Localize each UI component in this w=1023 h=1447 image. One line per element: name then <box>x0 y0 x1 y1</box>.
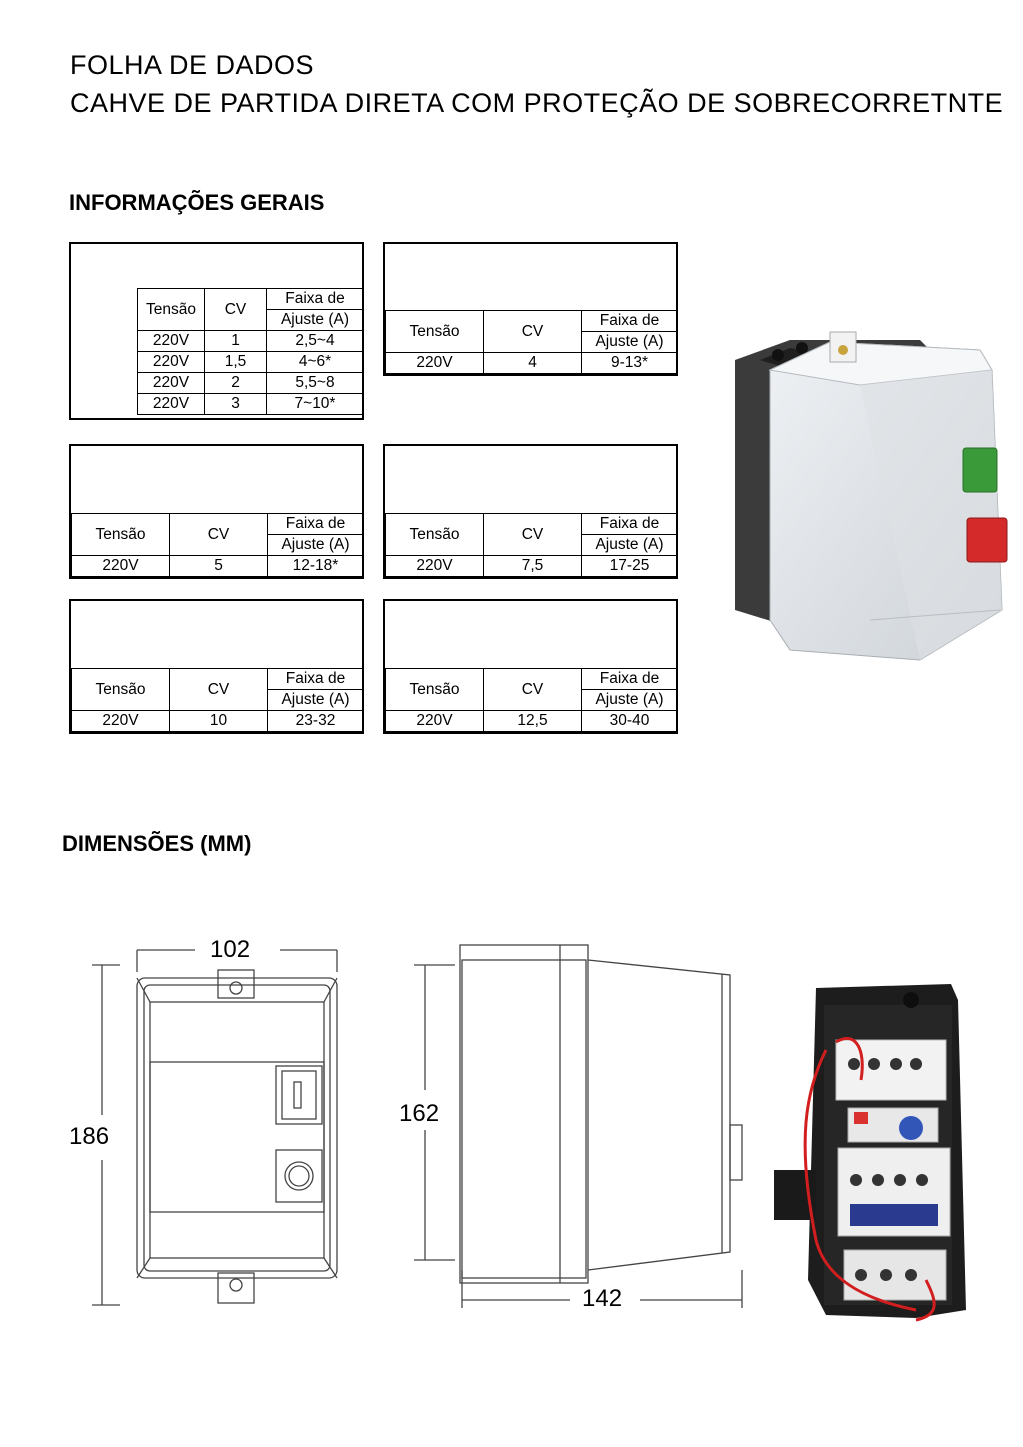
section-general-heading: INFORMAÇÕES GERAIS <box>69 190 325 215</box>
col-voltage-header: Tensão <box>72 669 170 711</box>
side-view-drawing <box>400 940 760 1320</box>
spec-table-4 <box>383 444 678 579</box>
col-voltage-header: Tensão <box>386 311 484 353</box>
range-cell: 7~10* <box>267 394 364 415</box>
voltage-cell: 220V <box>72 556 170 577</box>
col-range-header-2: Ajuste (A) <box>267 310 364 331</box>
spec-table-6-grid <box>385 668 678 732</box>
table-row <box>386 556 678 577</box>
range-cell: 9-13* <box>582 353 678 374</box>
spec-table-6 <box>383 599 678 734</box>
hp-cell: 1,5 <box>205 352 267 373</box>
hp-cell: 3 <box>205 394 267 415</box>
spec-table-1 <box>69 242 364 420</box>
col-range-header: Faixa de <box>582 311 678 332</box>
spec-table-2 <box>383 242 678 376</box>
hp-cell: 12,5 <box>484 711 582 732</box>
spec-table-5-grid <box>71 668 364 732</box>
section-dimensions-heading: DIMENSÕES (MM) <box>62 831 252 856</box>
hp-cell: 7,5 <box>484 556 582 577</box>
col-voltage-header: Tensão <box>72 514 170 556</box>
col-hp-header: CV <box>484 669 582 711</box>
spec-table-3 <box>69 444 364 579</box>
col-range-header-2: Ajuste (A) <box>582 332 678 353</box>
table-row <box>386 353 678 374</box>
col-range-header-2: Ajuste (A) <box>268 535 364 556</box>
dim-height-side-label: 162 <box>399 1100 440 1127</box>
spec-table-4-grid <box>385 513 678 577</box>
doc-title-line1: FOLHA DE DADOS <box>70 50 315 80</box>
range-cell: 4~6* <box>267 352 364 373</box>
voltage-cell: 220V <box>138 352 205 373</box>
range-cell: 30-40 <box>582 711 678 732</box>
table-row <box>138 373 364 394</box>
spec-table-2-grid <box>385 310 678 374</box>
col-hp-header: CV <box>484 514 582 556</box>
range-cell: 5,5~8 <box>267 373 364 394</box>
col-range-header: Faixa de <box>268 669 364 690</box>
spec-table-3-grid <box>71 513 364 577</box>
col-voltage-header: Tensão <box>386 514 484 556</box>
hp-cell: 10 <box>170 711 268 732</box>
col-range-header: Faixa de <box>582 514 678 535</box>
range-cell: 17-25 <box>582 556 678 577</box>
table-row <box>72 556 364 577</box>
col-range-header-2: Ajuste (A) <box>582 690 678 711</box>
hp-cell: 5 <box>170 556 268 577</box>
col-voltage-header: Tensão <box>138 289 205 331</box>
voltage-cell: 220V <box>138 331 205 352</box>
col-range-header: Faixa de <box>582 669 678 690</box>
hp-cell: 1 <box>205 331 267 352</box>
table-row <box>72 711 364 732</box>
doc-title-line2: CAHVE DE PARTIDA DIRETA COM PROTEÇÃO DE SOBRECORRETNTE <box>70 88 1004 118</box>
front-view-drawing <box>80 940 360 1320</box>
col-hp-header: CV <box>170 669 268 711</box>
col-hp-header: CV <box>170 514 268 556</box>
col-range-header-2: Ajuste (A) <box>268 690 364 711</box>
dim-depth-label: 142 <box>582 1285 623 1312</box>
table-row <box>138 352 364 373</box>
voltage-cell: 220V <box>386 353 484 374</box>
range-cell: 23-32 <box>268 711 364 732</box>
table-row <box>386 711 678 732</box>
dim-height-front-label: 186 <box>69 1123 110 1150</box>
hp-cell: 4 <box>484 353 582 374</box>
voltage-cell: 220V <box>386 711 484 732</box>
col-hp-header: CV <box>484 311 582 353</box>
voltage-cell: 220V <box>138 394 205 415</box>
col-hp-header: CV <box>205 289 267 331</box>
table-row <box>138 331 364 352</box>
spec-table-1-grid <box>137 288 364 415</box>
range-cell: 2,5~4 <box>267 331 364 352</box>
col-voltage-header: Tensão <box>386 669 484 711</box>
dim-width-label: 102 <box>210 936 251 963</box>
table-row <box>138 394 364 415</box>
product-photo-open <box>766 980 1006 1325</box>
voltage-cell: 220V <box>72 711 170 732</box>
col-range-header: Faixa de <box>267 289 364 310</box>
col-range-header: Faixa de <box>268 514 364 535</box>
voltage-cell: 220V <box>386 556 484 577</box>
hp-cell: 2 <box>205 373 267 394</box>
spec-table-5 <box>69 599 364 734</box>
voltage-cell: 220V <box>138 373 205 394</box>
product-photo-closed <box>730 330 1010 670</box>
range-cell: 12-18* <box>268 556 364 577</box>
col-range-header-2: Ajuste (A) <box>582 535 678 556</box>
